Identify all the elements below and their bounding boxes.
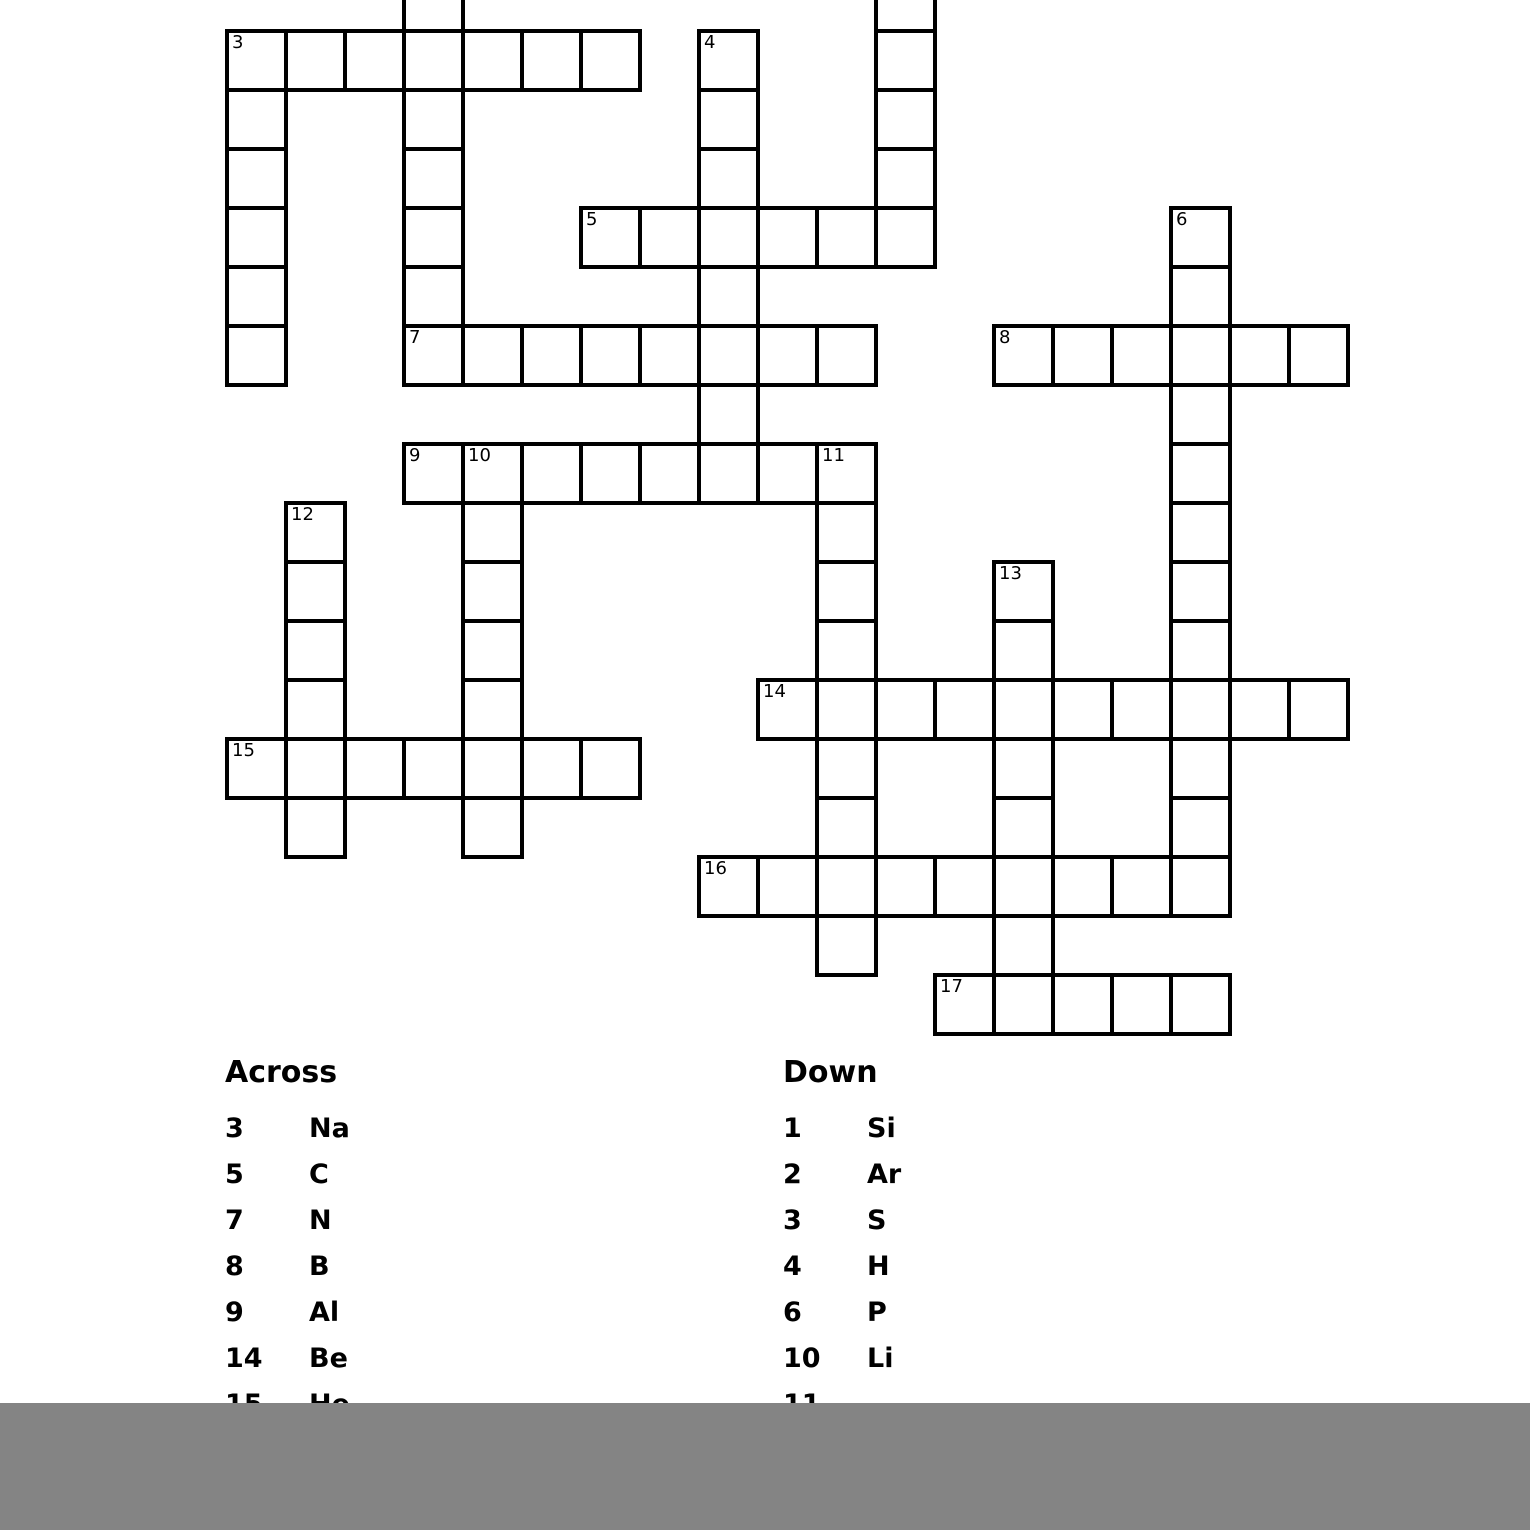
crossword-cell[interactable] (1169, 973, 1232, 1036)
crossword-cell[interactable] (1169, 324, 1232, 387)
crossword-cell[interactable] (1169, 501, 1232, 564)
clue-number: 8 (225, 1251, 244, 1282)
crossword-cell[interactable] (992, 324, 1055, 387)
crossword-cell[interactable] (520, 29, 583, 92)
crossword-cell[interactable] (933, 678, 996, 741)
crossword-cell[interactable] (697, 442, 760, 505)
crossword-cell[interactable] (402, 147, 465, 210)
clue-item (225, 1152, 350, 1198)
crossword-cell[interactable] (697, 206, 760, 269)
crossword-cell[interactable] (638, 442, 701, 505)
clue-number: 10 (783, 1343, 821, 1374)
crossword-cell[interactable] (284, 560, 347, 623)
crossword-cell[interactable] (1051, 855, 1114, 918)
crossword-cell[interactable] (520, 442, 583, 505)
clue-item (225, 1336, 350, 1382)
clue-number: 7 (225, 1205, 244, 1236)
cell-number: 4 (704, 32, 716, 53)
crossword-cell[interactable] (697, 265, 760, 328)
crossword-cell[interactable] (1287, 324, 1350, 387)
crossword-cell[interactable] (697, 29, 760, 92)
crossword-cell[interactable] (697, 855, 760, 918)
crossword-cell[interactable] (756, 678, 819, 741)
crossword-cell[interactable] (520, 324, 583, 387)
crossword-cell[interactable] (225, 147, 288, 210)
crossword-cell[interactable] (461, 442, 524, 505)
crossword-cell[interactable] (992, 914, 1055, 977)
crossword-cell[interactable] (1051, 324, 1114, 387)
crossword-cell[interactable] (1169, 442, 1232, 505)
clue-item (225, 1198, 350, 1244)
crossword-cell[interactable] (815, 855, 878, 918)
across-heading: Across (225, 1055, 338, 1090)
crossword-cell[interactable] (461, 324, 524, 387)
crossword-cell[interactable] (284, 501, 347, 564)
crossword-cell[interactable] (402, 29, 465, 92)
crossword-cell[interactable] (933, 973, 996, 1036)
clue-item (225, 1290, 350, 1336)
crossword-cell[interactable] (284, 796, 347, 859)
cell-number: 16 (704, 858, 727, 879)
crossword-cell[interactable] (874, 678, 937, 741)
cell-number: 13 (999, 563, 1022, 584)
crossword-cell[interactable] (579, 206, 642, 269)
crossword-cell[interactable] (1228, 678, 1291, 741)
clue-number: 14 (225, 1343, 263, 1374)
crossword-cell[interactable] (992, 973, 1055, 1036)
crossword-cell[interactable] (225, 324, 288, 387)
clue-text: P (867, 1297, 887, 1328)
clue-number: 3 (225, 1113, 244, 1144)
crossword-cell[interactable] (992, 796, 1055, 859)
clue-number: 9 (225, 1297, 244, 1328)
crossword-cell[interactable] (343, 737, 406, 800)
crossword-cell[interactable] (461, 737, 524, 800)
crossword-cell[interactable] (1169, 383, 1232, 446)
crossword-cell[interactable] (402, 442, 465, 505)
crossword-cell[interactable] (461, 678, 524, 741)
cell-number: 14 (763, 681, 786, 702)
crossword-cell[interactable] (579, 324, 642, 387)
cell-number: 15 (232, 740, 255, 761)
cell-number: 17 (940, 976, 963, 997)
crossword-cell[interactable] (815, 737, 878, 800)
crossword-cell[interactable] (756, 206, 819, 269)
crossword-cell[interactable] (402, 88, 465, 151)
across-clues (225, 1055, 350, 1428)
clue-item (225, 1106, 350, 1152)
crossword-cell[interactable] (697, 147, 760, 210)
bottom-bar (0, 1403, 1530, 1530)
crossword-cell[interactable] (225, 265, 288, 328)
clue-text: C (309, 1159, 329, 1190)
crossword-cell[interactable] (815, 560, 878, 623)
crossword-cell[interactable] (225, 206, 288, 269)
crossword-cell[interactable] (1169, 678, 1232, 741)
cell-number: 6 (1176, 209, 1188, 230)
down-clues (783, 1055, 901, 1428)
clue-item (783, 1198, 901, 1244)
down-heading: Down (783, 1055, 878, 1090)
crossword-cell[interactable] (579, 737, 642, 800)
clue-text: Si (867, 1113, 896, 1144)
crossword-cell[interactable] (874, 855, 937, 918)
crossword-cell[interactable] (815, 442, 878, 505)
crossword-cell[interactable] (638, 206, 701, 269)
clue-item (783, 1336, 901, 1382)
crossword-cell[interactable] (815, 501, 878, 564)
crossword-cell[interactable] (874, 206, 937, 269)
clue-item (783, 1290, 901, 1336)
cell-number: 9 (409, 445, 421, 466)
clue-text: H (867, 1251, 890, 1282)
crossword-cell[interactable] (992, 737, 1055, 800)
crossword-cell[interactable] (1169, 619, 1232, 682)
crossword-cell[interactable] (992, 855, 1055, 918)
clue-number: 2 (783, 1159, 802, 1190)
crossword-cell[interactable] (815, 324, 878, 387)
cell-number: 8 (999, 327, 1011, 348)
clue-number: 4 (783, 1251, 802, 1282)
clue-item (783, 1106, 901, 1152)
crossword-cell[interactable] (1051, 678, 1114, 741)
crossword-cell[interactable] (461, 29, 524, 92)
crossword-cell[interactable] (225, 88, 288, 151)
crossword-cell[interactable] (284, 678, 347, 741)
crossword-cell[interactable] (520, 737, 583, 800)
crossword-cell[interactable] (579, 442, 642, 505)
crossword-cell[interactable] (1169, 796, 1232, 859)
clue-number: 5 (225, 1159, 244, 1190)
cell-number: 12 (291, 504, 314, 525)
clue-text: Al (309, 1297, 340, 1328)
crossword-cell[interactable] (225, 29, 288, 92)
cell-number: 5 (586, 209, 598, 230)
crossword-cell[interactable] (1110, 678, 1173, 741)
crossword-cell[interactable] (461, 796, 524, 859)
crossword-cell[interactable] (1169, 560, 1232, 623)
crossword-cell[interactable] (815, 619, 878, 682)
clue-text: B (309, 1251, 330, 1282)
crossword-cell[interactable] (461, 501, 524, 564)
crossword-cell[interactable] (992, 619, 1055, 682)
crossword-cell[interactable] (225, 737, 288, 800)
cell-number: 11 (822, 445, 845, 466)
crossword-cell[interactable] (756, 324, 819, 387)
crossword-cell[interactable] (1169, 737, 1232, 800)
crossword-cell[interactable] (874, 88, 937, 151)
clue-text: S (867, 1205, 887, 1236)
clue-text: Ar (867, 1159, 902, 1190)
crossword-cell[interactable] (1228, 324, 1291, 387)
crossword-cell[interactable] (933, 855, 996, 918)
crossword-cell[interactable] (697, 324, 760, 387)
crossword-cell[interactable] (697, 88, 760, 151)
clue-number: 1 (783, 1113, 802, 1144)
crossword-cell[interactable] (992, 678, 1055, 741)
crossword-cell[interactable] (992, 560, 1055, 623)
crossword-cell[interactable] (815, 206, 878, 269)
crossword-cell[interactable] (1110, 324, 1173, 387)
clue-number: 6 (783, 1297, 802, 1328)
crossword-cell[interactable] (1287, 678, 1350, 741)
crossword-cell[interactable] (461, 560, 524, 623)
crossword-cell[interactable] (874, 147, 937, 210)
clue-number: 3 (783, 1205, 802, 1236)
crossword-cell[interactable] (1169, 265, 1232, 328)
crossword-cell[interactable] (756, 442, 819, 505)
crossword-cell[interactable] (874, 29, 937, 92)
cell-number: 7 (409, 327, 421, 348)
crossword-cell[interactable] (1051, 973, 1114, 1036)
crossword-cell[interactable] (1169, 206, 1232, 269)
crossword-cell[interactable] (1169, 855, 1232, 918)
crossword-cell[interactable] (1110, 855, 1173, 918)
crossword-cell[interactable] (1110, 973, 1173, 1036)
crossword-cell[interactable] (461, 619, 524, 682)
clue-item (783, 1244, 901, 1290)
crossword-cell[interactable] (284, 29, 347, 92)
crossword-cell[interactable] (756, 855, 819, 918)
crossword-cell[interactable] (579, 29, 642, 92)
clue-text: Na (309, 1113, 350, 1144)
cell-number: 10 (468, 445, 491, 466)
crossword-cell[interactable] (815, 796, 878, 859)
crossword-cell[interactable] (638, 324, 701, 387)
clue-text: Be (309, 1343, 348, 1374)
crossword-cell[interactable] (343, 29, 406, 92)
crossword-cell[interactable] (402, 265, 465, 328)
crossword-cell[interactable] (815, 678, 878, 741)
clue-item (225, 1244, 350, 1290)
crossword-cell[interactable] (402, 737, 465, 800)
crossword-cell[interactable] (284, 619, 347, 682)
clue-text: N (309, 1205, 332, 1236)
clue-item (783, 1152, 901, 1198)
crossword-cell[interactable] (815, 914, 878, 977)
cell-number: 3 (232, 32, 244, 53)
clue-text: Li (867, 1343, 894, 1374)
crossword-cell[interactable] (284, 737, 347, 800)
crossword-cell[interactable] (402, 324, 465, 387)
crossword-cell[interactable] (402, 206, 465, 269)
crossword-cell[interactable] (697, 383, 760, 446)
